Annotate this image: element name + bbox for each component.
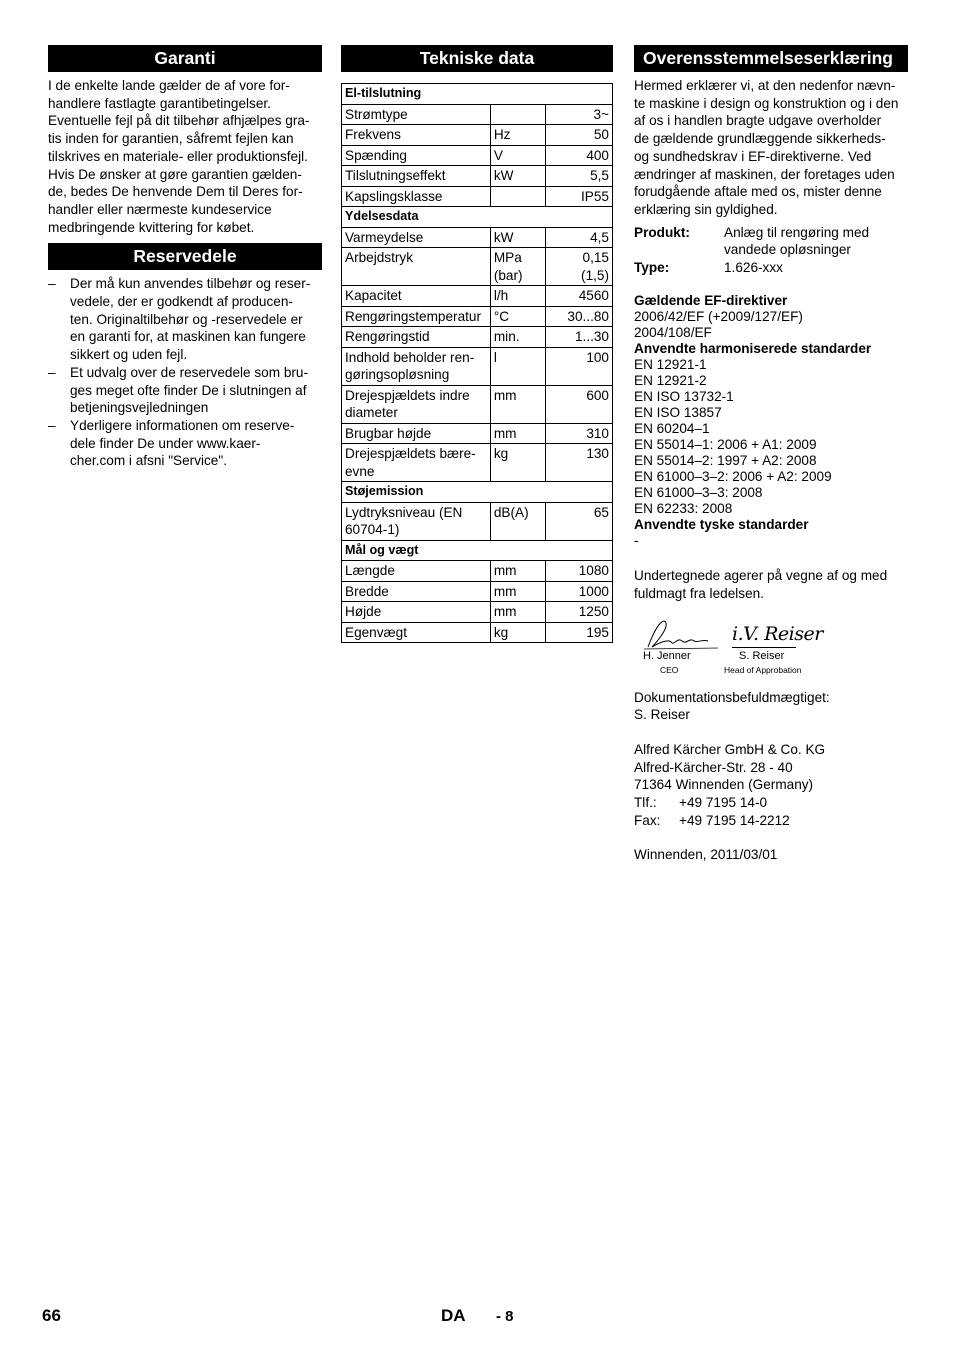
undertegnede-line: fuldmagt fra ledelsen. xyxy=(634,585,764,601)
list-item xyxy=(48,275,322,364)
address-line: Alfred-Kärcher-Str. 28 - 40 xyxy=(634,759,793,775)
sig1-name: H. Jenner xyxy=(643,649,691,662)
language-code: DA xyxy=(441,1306,466,1325)
cell-value: 4560 xyxy=(545,286,613,307)
produkt-value-line: Anlæg til rengøring med xyxy=(724,224,870,240)
cell-label: Tilslutningseffekt xyxy=(342,166,491,187)
table-row xyxy=(342,248,613,286)
table-row xyxy=(342,581,613,602)
cell-label: Arbejdstryk xyxy=(342,248,491,286)
cell-value: 1250 xyxy=(545,602,613,623)
table-row xyxy=(342,166,613,187)
harm-item: EN 61000–3–3: 2008 xyxy=(634,485,763,501)
address-text xyxy=(634,741,908,794)
table-row xyxy=(342,186,613,207)
cell-value: 195 xyxy=(545,622,613,643)
garanti-line: I de enkelte lande gælder de af vore for- xyxy=(48,78,290,93)
list-item-line: cher.com i afsni "Service". xyxy=(70,453,227,469)
table-row xyxy=(342,385,613,423)
garanti-heading: Garanti xyxy=(48,45,322,72)
harm-item: EN 12921-2 xyxy=(634,373,707,389)
list-item xyxy=(48,364,322,417)
tyske-heading: Anvendte tyske standarder xyxy=(634,517,809,533)
overens-heading: Overensstemmelseserklæring xyxy=(634,45,908,72)
list-item-line: vedele, der er godkendt af producen- xyxy=(70,294,293,310)
cell-label: Rengøringstemperatur xyxy=(342,306,491,327)
cell-unit: °C xyxy=(490,306,545,327)
type-value: 1.626-xxx xyxy=(724,259,783,275)
table-row xyxy=(342,327,613,348)
cell-label: Strømtype xyxy=(342,104,491,125)
cell-value: 100 xyxy=(545,347,613,385)
cell-label: Brugbar højde xyxy=(342,423,491,444)
table-row xyxy=(342,145,613,166)
cell-unit: mm xyxy=(490,581,545,602)
table-row xyxy=(342,286,613,307)
address-line: 71364 Winnenden (Germany) xyxy=(634,777,814,793)
cell-unit: Hz xyxy=(490,125,545,146)
sig2-name: S. Reiser xyxy=(739,649,785,662)
section-title: Ydelsesdata xyxy=(342,207,613,228)
cell-label: Varmeydelse xyxy=(342,227,491,248)
overens-line: Hermed erklærer vi, at den nedenfor nævn- xyxy=(634,78,896,93)
bullet-dash: – xyxy=(48,276,56,292)
tyske-item: - xyxy=(634,533,639,549)
section-title: El-tilslutning xyxy=(342,84,613,105)
undertegnede-line: Undertegnede agerer på vegne af og med xyxy=(634,568,888,584)
cell-value: 4,5 xyxy=(545,227,613,248)
overens-line: af os i handlen bragte udgave overholder xyxy=(634,113,882,129)
dok-line: S. Reiser xyxy=(634,707,690,723)
sig2-title: Head of Approbation xyxy=(724,664,802,675)
cell-label: Drejespjældets bære- evne xyxy=(342,444,491,482)
produkt-value xyxy=(724,224,869,259)
overens-intro xyxy=(634,77,908,219)
cell-value: 600 xyxy=(545,385,613,423)
garanti-line: handler eller nærmeste kundeservice xyxy=(48,201,272,217)
ef-heading: Gældende EF-direktiver xyxy=(634,293,788,309)
date-text: Winnenden, 2011/03/01 xyxy=(634,847,778,863)
section-title: Mål og vægt xyxy=(342,540,613,561)
produkt-value-line: vandede opløsninger xyxy=(724,242,851,258)
garanti-line: tis inden for garantien, såfremt fejlen kan xyxy=(48,131,294,147)
overens-line: te maskine i design og konstruktion og i den xyxy=(634,95,899,111)
type-row xyxy=(634,259,908,277)
cell-label: Længde xyxy=(342,561,491,582)
tlf-row xyxy=(634,794,908,812)
overens-line: forudgående aftale med os, mister denne xyxy=(634,184,882,200)
table-section-row xyxy=(342,207,613,228)
fax-row xyxy=(634,812,908,830)
ef-item: 2004/108/EF xyxy=(634,325,712,341)
overens-line: erklæring sin gyldighed. xyxy=(634,201,778,217)
cell-value: 30...80 xyxy=(545,306,613,327)
cell-unit xyxy=(490,186,545,207)
tekniske-heading: Tekniske data xyxy=(341,45,613,72)
cell-value: 0,15 (1,5) xyxy=(545,248,613,286)
overens-line: og sundhedskrav i EF-direktiverne. Ved xyxy=(634,148,872,164)
cell-unit: mm xyxy=(490,423,545,444)
column-right xyxy=(634,45,908,864)
list-item-line: Yderligere informationen om reserve- xyxy=(70,417,295,433)
cell-value: 310 xyxy=(545,423,613,444)
cell-label: Egenvægt xyxy=(342,622,491,643)
table-row xyxy=(342,444,613,482)
ef-item: 2006/42/EF (+2009/127/EF) xyxy=(634,309,803,325)
harm-item: EN 55014–2: 1997 + A2: 2008 xyxy=(634,453,817,469)
column-left xyxy=(48,45,322,470)
list-item xyxy=(48,417,322,470)
overens-line: ændringer af maskinen, der foretages uden xyxy=(634,166,895,182)
dok-text xyxy=(634,689,908,724)
list-item-line: dele finder De under www.kaer- xyxy=(70,435,261,451)
cell-unit: kg xyxy=(490,622,545,643)
sig2-line xyxy=(732,647,796,648)
cell-value: 3~ xyxy=(545,104,613,125)
cell-unit: MPa (bar) xyxy=(490,248,545,286)
table-section-row xyxy=(342,482,613,503)
directives-block xyxy=(634,293,908,549)
cell-label: Rengøringstid xyxy=(342,327,491,348)
ef-items xyxy=(634,309,908,341)
garanti-line: medbringende kvittering for købet. xyxy=(48,219,255,235)
cell-unit: mm xyxy=(490,561,545,582)
table-row xyxy=(342,104,613,125)
bullet-dash: – xyxy=(48,364,56,380)
harm-heading: Anvendte harmoniserede standarder xyxy=(634,341,872,357)
cell-unit: V xyxy=(490,145,545,166)
tlf-value: +49 7195 14-0 xyxy=(679,795,768,811)
list-item-line: en garanti for, at maskinen kan fungere xyxy=(70,329,306,345)
cell-unit: kW xyxy=(490,227,545,248)
cell-unit: mm xyxy=(490,385,545,423)
cell-value: 1000 xyxy=(545,581,613,602)
reservedele-list xyxy=(48,275,322,470)
table-row xyxy=(342,227,613,248)
cell-unit: mm xyxy=(490,602,545,623)
cell-unit: kW xyxy=(490,166,545,187)
sig1-title: CEO xyxy=(660,664,679,675)
garanti-line: Eventuelle fejl på dit tilbehør afhjælpes gra- xyxy=(48,113,310,129)
cell-label: Højde xyxy=(342,602,491,623)
cell-value: 400 xyxy=(545,145,613,166)
page-sub: - 8 xyxy=(496,1308,514,1325)
fax-label: Fax: xyxy=(634,812,661,828)
signatures xyxy=(634,617,908,679)
harm-item: EN ISO 13732-1 xyxy=(634,389,734,405)
table-section-row xyxy=(342,84,613,105)
page-number: 66 xyxy=(42,1306,61,1325)
cell-unit xyxy=(490,104,545,125)
table-row xyxy=(342,622,613,643)
cell-value: IP55 xyxy=(545,186,613,207)
harm-item: EN ISO 13857 xyxy=(634,405,722,421)
list-item-line: Et udvalg over de reservedele som bru- xyxy=(70,364,309,380)
table-row xyxy=(342,347,613,385)
tyske-items xyxy=(634,533,908,549)
overens-line: de gældende grundlæggende sikkerheds- xyxy=(634,131,886,147)
cell-label: Drejespjældets indre diameter xyxy=(342,385,491,423)
harm-item: EN 62233: 2008 xyxy=(634,501,733,517)
column-middle xyxy=(341,45,613,643)
cell-unit: kg xyxy=(490,444,545,482)
list-item-line: ten. Originaltilbehør og -reservedele er xyxy=(70,311,303,327)
section-title: Støjemission xyxy=(342,482,613,503)
cell-value: 5,5 xyxy=(545,166,613,187)
cell-value: 1080 xyxy=(545,561,613,582)
table-row xyxy=(342,602,613,623)
cell-value: 50 xyxy=(545,125,613,146)
table-row xyxy=(342,125,613,146)
signature-reiser: i.V. Reiser xyxy=(732,622,823,645)
table-section-row xyxy=(342,540,613,561)
list-item-line: betjeningsvejledningen xyxy=(70,400,209,416)
list-item-line: ges meget ofte finder De i slutningen af xyxy=(70,382,307,398)
cell-label: Frekvens xyxy=(342,125,491,146)
cell-value: 65 xyxy=(545,502,613,540)
cell-unit: l/h xyxy=(490,286,545,307)
garanti-line: de, bedes De henvende Dem til Deres for- xyxy=(48,184,303,200)
cell-value: 1...30 xyxy=(545,327,613,348)
garanti-line: handlere fastlagte garantibetingelser. xyxy=(48,95,271,111)
harm-item: EN 55014–1: 2006 + A1: 2009 xyxy=(634,437,817,453)
table-row xyxy=(342,561,613,582)
type-label: Type: xyxy=(634,259,670,275)
harm-item: EN 60204–1 xyxy=(634,421,710,437)
garanti-line: Hvis De ønsker at gøre garantien gælden- xyxy=(48,166,302,182)
produkt-label: Produkt: xyxy=(634,224,690,240)
harm-item: EN 61000–3–2: 2006 + A2: 2009 xyxy=(634,469,832,485)
bullet-dash: – xyxy=(48,417,56,433)
fax-value: +49 7195 14-2212 xyxy=(679,812,790,828)
tech-data-table xyxy=(341,83,613,643)
garanti-text xyxy=(48,77,322,236)
reservedele-heading: Reservedele xyxy=(48,243,322,270)
produkt-row xyxy=(634,224,908,259)
cell-label: Indhold beholder ren- gøringsopløsning xyxy=(342,347,491,385)
table-row xyxy=(342,423,613,444)
cell-label: Kapacitet xyxy=(342,286,491,307)
list-item-line: sikkert og uden fejl. xyxy=(70,347,188,363)
undertegnede-text xyxy=(634,567,908,602)
cell-unit: l xyxy=(490,347,545,385)
cell-label: Bredde xyxy=(342,581,491,602)
tlf-label: Tlf.: xyxy=(634,795,657,811)
harm-item: EN 12921-1 xyxy=(634,357,707,373)
cell-label: Lydtryksniveau (EN 60704-1) xyxy=(342,502,491,540)
harm-items xyxy=(634,357,908,517)
cell-label: Kapslingsklasse xyxy=(342,186,491,207)
cell-value: 130 xyxy=(545,444,613,482)
dok-line: Dokumentationsbefuldmægtiget: xyxy=(634,689,830,705)
cell-unit: min. xyxy=(490,327,545,348)
cell-label: Spænding xyxy=(342,145,491,166)
address-line: Alfred Kärcher GmbH & Co. KG xyxy=(634,741,826,757)
table-row xyxy=(342,306,613,327)
cell-unit: dB(A) xyxy=(490,502,545,540)
table-row xyxy=(342,502,613,540)
list-item-line: Der må kun anvendes tilbehør og reser- xyxy=(70,276,311,292)
garanti-line: tilskrives en materiale- eller produktionsfejl. xyxy=(48,148,308,164)
signature-jenner xyxy=(642,617,722,653)
